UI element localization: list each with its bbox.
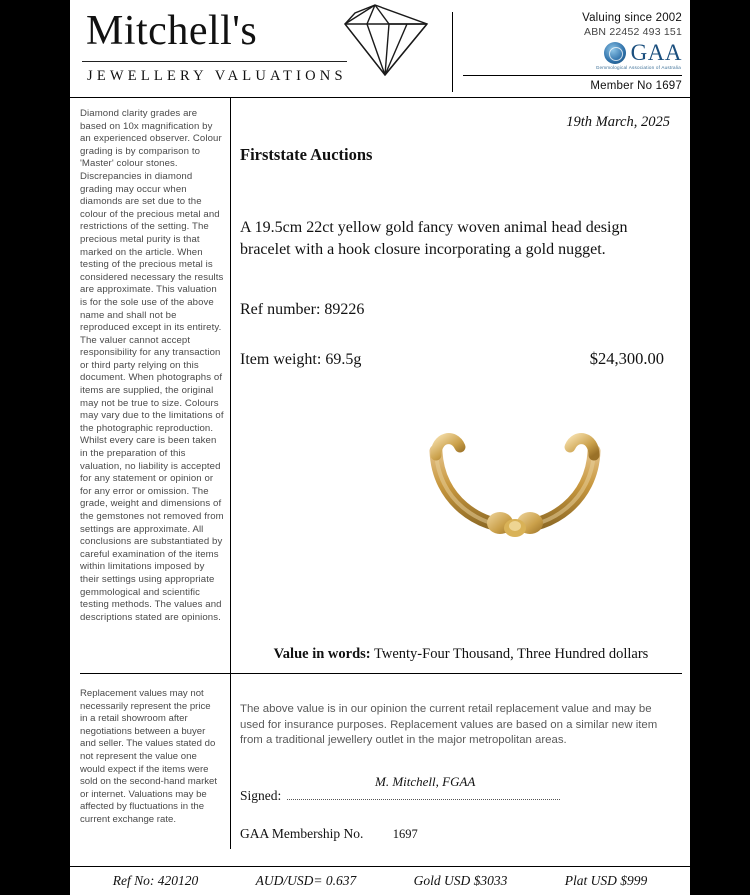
- header-credentials: [452, 12, 682, 92]
- membership-label: GAA Membership No.: [240, 826, 364, 841]
- valuation-price: $24,300.00: [589, 349, 664, 368]
- footer-ref-no: Ref No: 420120: [112, 873, 199, 888]
- membership-row: [240, 826, 670, 842]
- signed-label: Signed:: [240, 788, 282, 803]
- footer-note: The above value is in our opinion the current retail replacement value and may be used for insurance purposes. Replacement values are based on a similar new item from a traditional jewellery outlet in the major metropolitan areas.: [240, 703, 658, 746]
- footer-rates-bar: [70, 866, 690, 889]
- document-header: [70, 0, 690, 98]
- weight-price-row: [240, 349, 680, 369]
- disclaimer-text: Diamond clarity grades are based on 10x magnification by an experienced observer. Colour grading is by comparison to 'Master' colour stones. Discrepancies in diamond grading may occur when diamonds are set due to the colour of the precious metal and restrictions of the setting. The precious metal purity is that marked on the article. When testing of the precious metal is considered necessary the results are approximate. This valuation is for the sole use of the above name and shall not be reproduced except in its entirety. The valuer cannot accept responsibility for any transaction or third party relying on this document. When photographs of items are supplied, the original may not be true to size. Colours may vary due to the limitations of the photographic reproduction. Whilst every care is been taken in the preparation of this valuation, no liability is accepted for any statement or opinion or for any error or omission. The grade, weight and dimensions of the gemstones not removed from settings are approximate. All conclusions are substantiated by careful examination of the items within limitations imposed by their settings using appropriate gemmological and scientific testing methods. The values and descriptions stated are opinions.: [80, 108, 224, 623]
- footer-vertical-divider: [230, 674, 231, 849]
- aud-usd-rate: AUD/USD= 0.637: [255, 873, 357, 888]
- member-number: Member No 1697: [463, 75, 682, 92]
- value-in-words-row: [240, 646, 682, 663]
- signature-text: M. Mitchell, FGAA: [375, 774, 476, 789]
- signature-block: [240, 774, 670, 842]
- diamond-icon: [315, 2, 435, 78]
- vertical-divider: [230, 98, 231, 673]
- brand-subtitle: JEWELLERY VALUATIONS: [82, 61, 347, 85]
- main-content: [240, 106, 680, 611]
- item-photo-area: [240, 411, 680, 611]
- valuation-date: 19th March, 2025: [566, 114, 670, 130]
- item-description: A 19.5cm 22ct yellow gold fancy woven animal head design bracelet with a hook closure incorporating a gold nugget.: [240, 219, 628, 258]
- value-in-words-label: Value in words:: [273, 646, 371, 662]
- value-in-words-text: Twenty-Four Thousand, Three Hundred dollars: [374, 646, 649, 662]
- document-footer: [70, 674, 690, 895]
- abn-text: ABN 22452 493 151: [584, 26, 682, 38]
- signature-line: [287, 789, 560, 800]
- ref-number: Ref number: 89226: [240, 301, 365, 318]
- document-body: [70, 98, 690, 673]
- footer-disclaimer: Replacement values may not necessarily represent the price in a retail showroom after negotiations between a buyer and seller. The values stated do not represent the value one would expect if the items were sold on the second-hand market or internet. Valuations may be affected by fluctuations in the current exchange rate.: [80, 688, 218, 825]
- brand-name: Mitchell's: [86, 8, 258, 54]
- item-weight: Item weight: 69.5g: [240, 351, 362, 368]
- signed-row: [240, 788, 670, 804]
- client-name: Firststate Auctions: [240, 145, 373, 164]
- valuation-document: [70, 0, 690, 895]
- gold-usd-rate: Gold USD $3033: [413, 873, 508, 888]
- gaa-block: [463, 41, 682, 64]
- valuing-since-text: Valuing since 2002: [582, 12, 682, 24]
- membership-number: 1697: [392, 827, 418, 841]
- gaa-label: GAA: [630, 40, 682, 65]
- plat-usd-rate: Plat USD $999: [564, 873, 648, 888]
- bracelet-photo: [420, 429, 610, 539]
- gaa-seal-icon: [604, 42, 626, 64]
- gaa-caption: Gemmological Association of Australia: [595, 65, 681, 70]
